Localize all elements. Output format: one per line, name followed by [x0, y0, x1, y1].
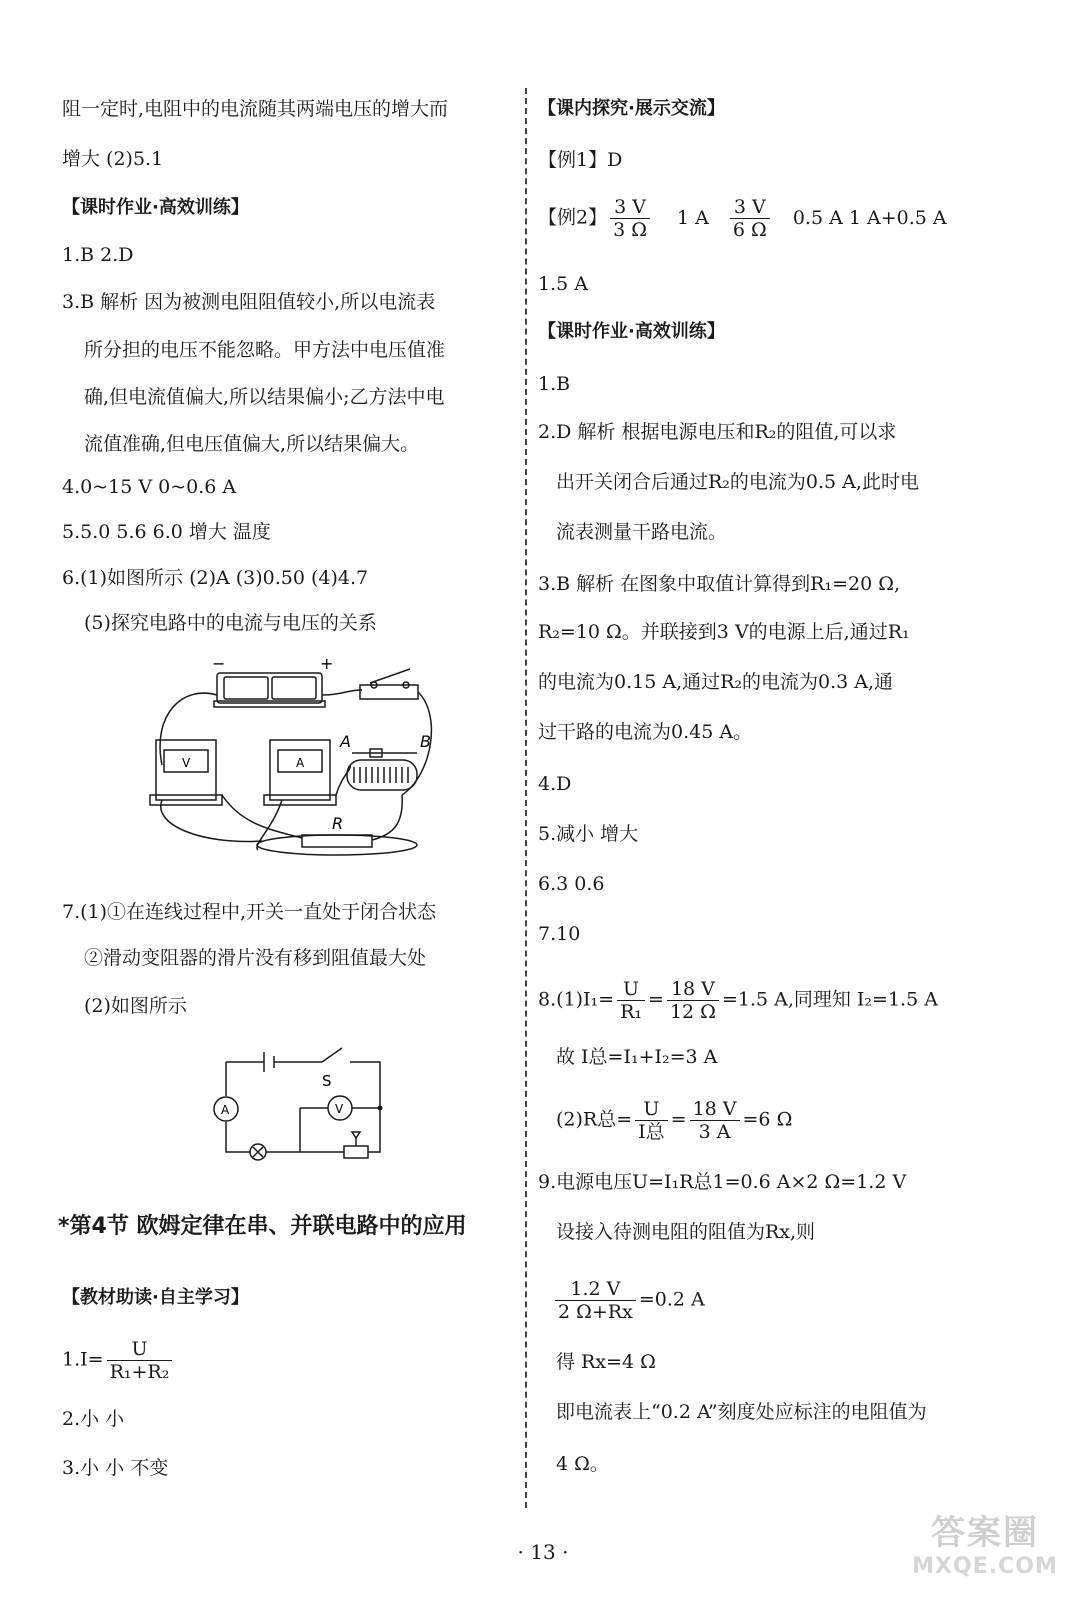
answer-line: 1.B — [538, 373, 571, 395]
text-line: 阻一定时,电阻中的电流随其两端电压的增大而 — [62, 98, 449, 120]
answer-line: R₂=10 Ω。并联接到3 V的电源上后,通过R₁ — [538, 621, 910, 643]
terminal-a-label: A — [340, 732, 351, 751]
answer-line: (2)如图所示 — [84, 995, 187, 1017]
voltmeter-symbol-label: V — [335, 1102, 344, 1116]
fraction — [107, 1338, 173, 1383]
answer-line: 4.0~15 V 0~0.6 A — [62, 476, 237, 498]
answer-line: 流值准确,但电压值偏大,所以结果偏大。 — [84, 433, 420, 455]
rheostat — [347, 760, 417, 790]
answer-line: 6.(1)如图所示 (2)A (3)0.50 (4)4.7 — [62, 567, 369, 589]
answer-line: 5.减小 增大 — [538, 823, 639, 845]
watermark-bottom: MXQE.COM — [912, 1554, 1058, 1579]
answer-line: 【例1】D — [538, 149, 623, 171]
numerator: 1.2 V — [555, 1278, 636, 1301]
example-label: 【例2】 — [538, 206, 608, 229]
denominator: 12 Ω — [669, 1001, 716, 1023]
page-number: · 13 · — [517, 1540, 569, 1564]
answer-line: 9.电源电压U=I₁R总1=0.6 A×2 Ω=1.2 V — [538, 1171, 907, 1193]
numerator: 18 V — [690, 1098, 740, 1121]
answer-line: 3.小 小 不变 — [62, 1457, 169, 1479]
ammeter-label: A — [296, 756, 305, 770]
denominator: 2 Ω+Rx — [558, 1301, 633, 1323]
formula-prefix: (2)R总= — [556, 1108, 633, 1131]
terminal-b-label: B — [420, 732, 431, 751]
formula-line — [538, 978, 938, 1023]
answer-line: 7.10 — [538, 923, 581, 945]
fraction — [617, 978, 645, 1023]
chapter-section-title: *第4节 欧姆定律在串、并联电路中的应用 — [58, 1214, 467, 1239]
answer-line: 1.5 A — [538, 273, 588, 295]
numerator: 3 V — [610, 196, 650, 219]
answer-line: 2.小 小 — [62, 1408, 125, 1430]
numerator: U — [617, 978, 645, 1001]
circuit-apparatus-figure — [142, 654, 431, 865]
text-line: 增大 (2)5.1 — [62, 148, 164, 170]
answer-line: 故 I总=I₁+I₂=3 A — [556, 1046, 718, 1068]
section-heading: 【课时作业·高效训练】 — [538, 321, 725, 342]
resistor-label: R — [332, 814, 344, 833]
answer-line: 5.5.0 5.6 6.0 增大 温度 — [62, 521, 271, 543]
minus-label: − — [212, 654, 226, 673]
answer-line: 2.D 解析 根据电源电压和R₂的阻值,可以求 — [538, 421, 897, 443]
fraction — [555, 1278, 636, 1323]
answer-line: 确,但电流值偏大,所以结果偏小;乙方法中电 — [84, 386, 445, 408]
fraction — [610, 196, 650, 241]
column-divider — [525, 88, 527, 1508]
answer-line: 得 Rx=4 Ω — [556, 1351, 656, 1373]
answer-line: 3.B 解析 因为被测电阻阻值较小,所以电流表 — [62, 291, 436, 313]
answer-line: 4.D — [538, 773, 572, 795]
formula-suffix: =0.2 A — [638, 1288, 705, 1311]
section-heading: 【教材助读·自主学习】 — [62, 1287, 249, 1308]
watermark-logo — [895, 1505, 1075, 1595]
formula-line — [62, 1338, 175, 1383]
answer-line: 1.B 2.D — [62, 244, 134, 266]
formula-line — [538, 196, 947, 241]
fraction — [635, 1098, 668, 1143]
answer-line: 即电流表上“0.2 A”刻度处应标注的电阻值为 — [556, 1401, 927, 1423]
answer-line: 3.B 解析 在图象中取值计算得到R₁=20 Ω, — [538, 573, 901, 595]
switch-blade — [322, 1048, 342, 1062]
formula-suffix: =1.5 A,同理知 I₂=1.5 A — [721, 988, 938, 1011]
denominator: 3 Ω — [613, 219, 647, 241]
switch — [360, 685, 418, 699]
answer-line: ②滑动变阻器的滑片没有移到阻值最大处 — [84, 947, 427, 969]
voltmeter-label: V — [182, 756, 191, 770]
numerator: 3 V — [730, 196, 770, 219]
denominator: 3 A — [698, 1121, 731, 1143]
ammeter — [270, 740, 330, 800]
answer-line: 的电流为0.15 A,通过R₂的电流为0.3 A,通 — [538, 671, 894, 693]
denominator: I总 — [638, 1121, 665, 1143]
fraction — [667, 978, 719, 1023]
fraction — [690, 1098, 740, 1143]
equals-sign: = — [648, 988, 664, 1011]
answer-line: 4 Ω。 — [556, 1453, 609, 1475]
resistor — [302, 835, 372, 847]
formula-prefix: 8.(1)I₁= — [538, 988, 615, 1011]
answer-line: (5)探究电路中的电流与电压的关系 — [84, 612, 377, 634]
answer-line: 7.(1)①在连线过程中,开关一直处于闭合状态 — [62, 901, 437, 923]
answer-line: 设接入待测电阻的阻值为Rx,则 — [556, 1221, 816, 1243]
voltmeter — [156, 740, 216, 800]
switch-label: S — [322, 1072, 332, 1090]
answer-line: 出开关闭合后通过R₂的电流为0.5 A,此时电 — [556, 471, 919, 493]
denominator: 6 Ω — [732, 219, 767, 241]
denominator: R₁ — [620, 1001, 643, 1023]
formula-suffix: =6 Ω — [742, 1108, 793, 1131]
rheostat-symbol — [344, 1146, 368, 1158]
answer-line: 过干路的电流为0.45 A。 — [538, 721, 753, 743]
answer-line: 6.3 0.6 — [538, 873, 605, 895]
circuit-schematic-figure — [212, 1042, 392, 1172]
watermark-top: 答案圈 — [931, 1513, 1039, 1553]
formula-line — [552, 1278, 705, 1323]
value-text: 0.5 A 1 A+0.5 A — [792, 206, 947, 229]
denominator: R₁+R₂ — [109, 1361, 170, 1383]
section-heading: 【课内探究·展示交流】 — [538, 98, 725, 119]
answer-line: 流表测量干路电流。 — [556, 521, 728, 543]
numerator: 18 V — [667, 978, 719, 1001]
formula-line: (2)R总= $\frac{U}{\text{I总}}$ = $\frac{18 V}{3 A}$ =6 Ω — [556, 1098, 793, 1143]
fraction — [730, 196, 770, 241]
ammeter-symbol-label: A — [221, 1103, 230, 1117]
numerator: U — [635, 1098, 668, 1121]
section-heading: 【课时作业·高效训练】 — [62, 197, 249, 218]
plus-label: + — [320, 654, 334, 673]
answer-line: 所分担的电压不能忽略。甲方法中电压值准 — [84, 339, 446, 361]
numerator: U — [107, 1338, 173, 1361]
formula-prefix: 1.I= — [62, 1348, 104, 1371]
value-text: 1 A — [677, 206, 709, 229]
